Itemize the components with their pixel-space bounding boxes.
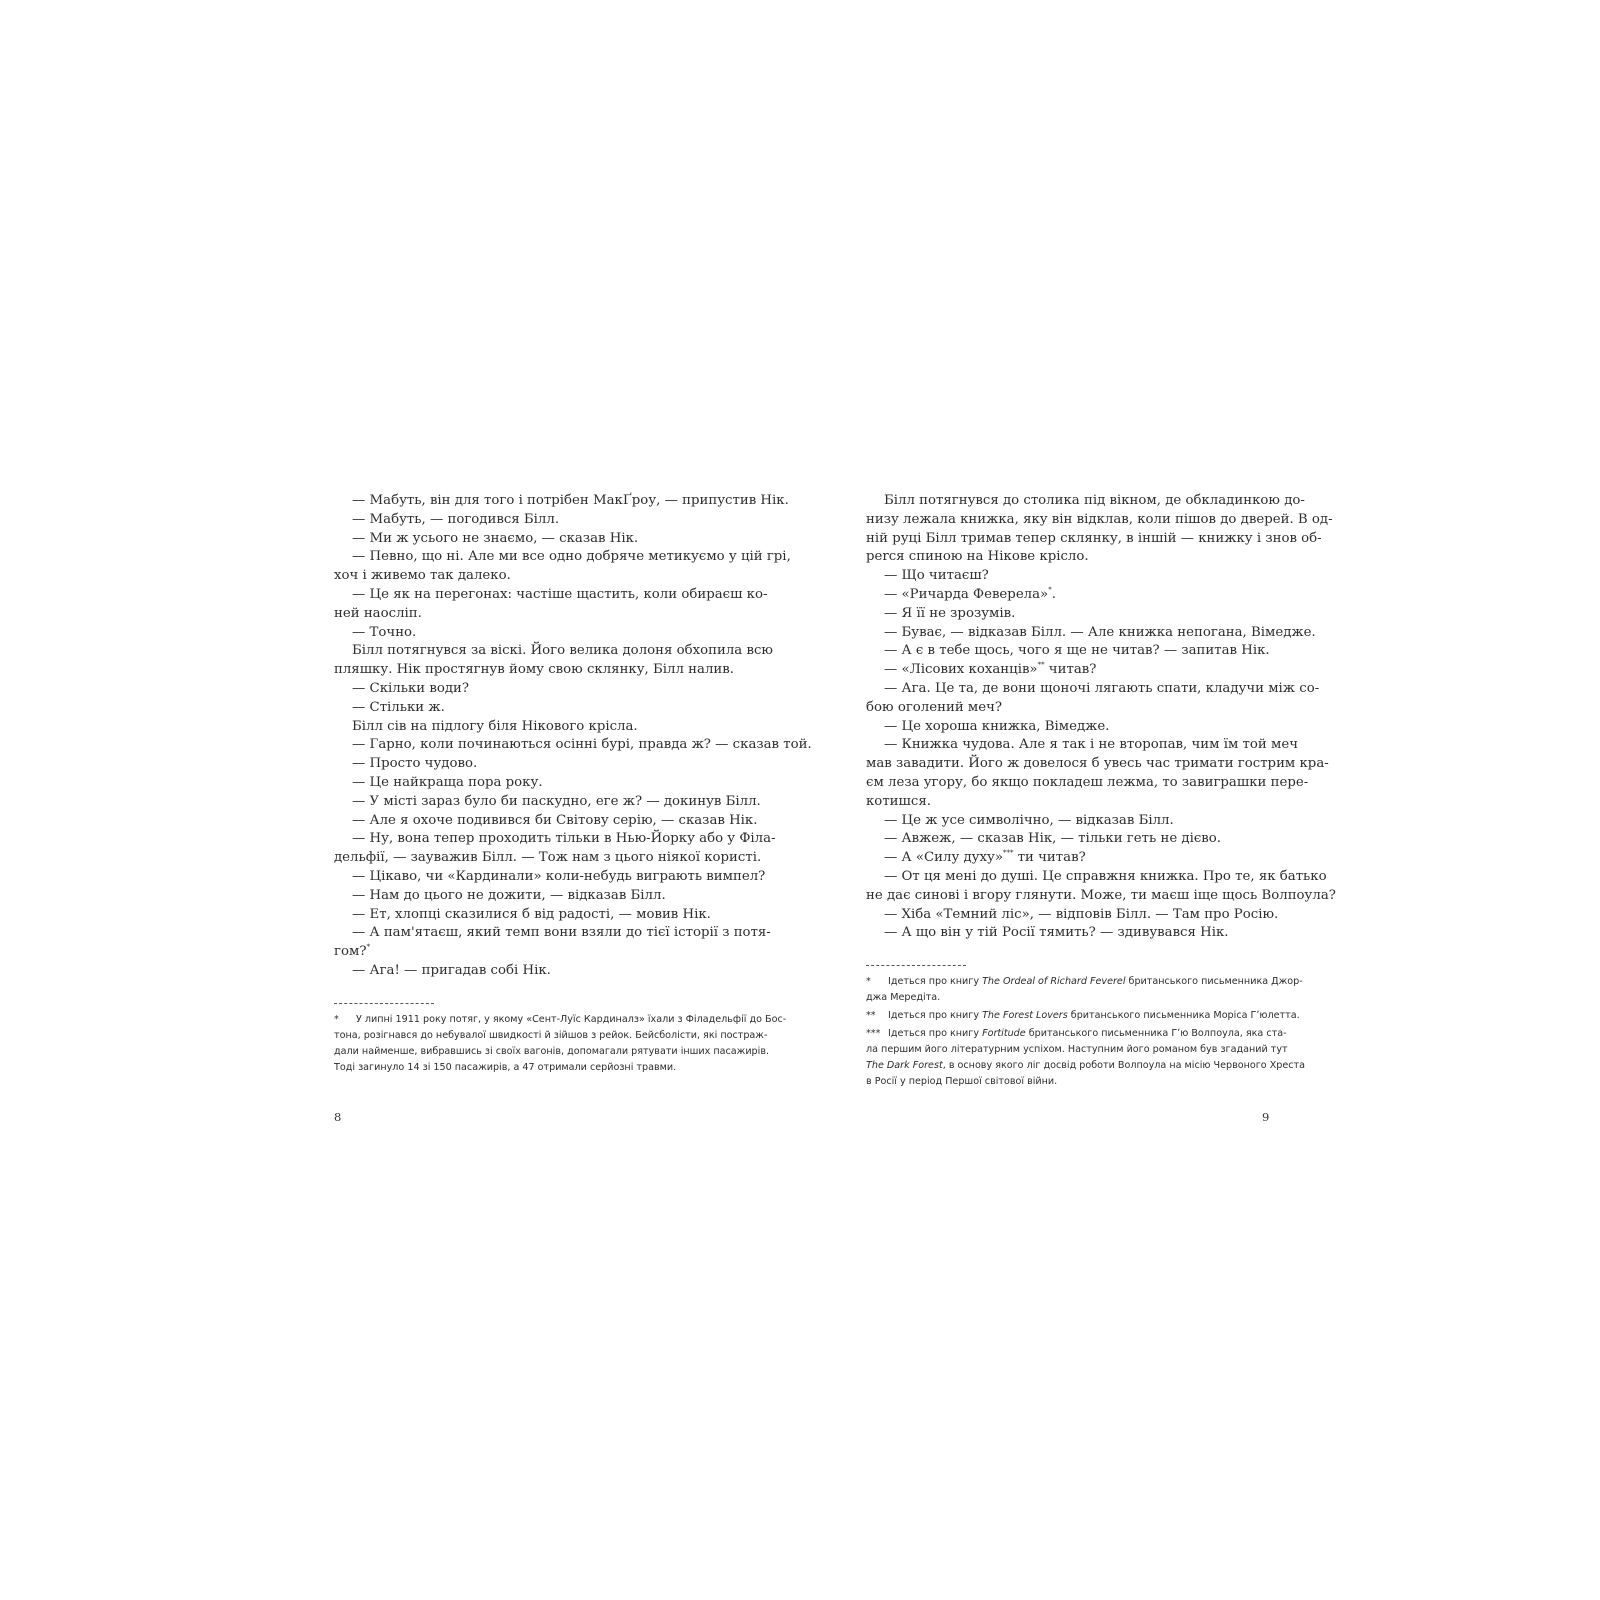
text-line: — Гарно, коли починаються осінні бурі, правда ж? — сказав той. (352, 737, 812, 753)
text-line: — У місті зараз було би паскудно, еге ж? — докинув Білл. (352, 793, 761, 809)
text-line: — От ця мені до душі. Це справжня книжка. Про те, як батько (884, 868, 1327, 884)
text-line: пляшку. Нік простягнув йому свою склянку, Білл налив. (334, 662, 734, 678)
footnote-marker: * (366, 943, 370, 952)
text-line: — Просто чудово. (352, 756, 478, 772)
text-line: — Це найкраща пора року. (352, 774, 543, 790)
text-line: — Ага. Це та, де вони щоночі лягають спати, кладучи між со- (884, 680, 1320, 696)
footnote: *** Ідеться про книгу Fortitude британського письменника Гʼю Волпоула, яка ста- ла першим його літературним успіхом. Наступним його романом був згаданий тут The Dark Forest, в основу якого ліг досвід роботи Волпоула на місію Червоного Хреста в Росії у період Першої світової війни. (866, 1028, 1306, 1088)
footnote: ** Ідеться про книгу The Forest Lovers британського письменника Моріса Гʼюлетта. (866, 1008, 1270, 1024)
text-line: — Ага! — пригадав собі Нік. (352, 962, 551, 978)
text-line: — А пам'ятаєш, який темп вони взяли до тієї історії з потя- (352, 925, 771, 941)
footnote-marker: ** (1037, 661, 1045, 670)
text-line: — «Лісових коханців»** читав? (884, 661, 1097, 678)
right-page-body (866, 492, 1336, 943)
text-line: Білл сів на підлогу біля Нікового крісла. (352, 718, 638, 734)
text-line: perся спиною на Ніковe крісло. (866, 549, 1089, 565)
left-footnotes (334, 1012, 787, 1076)
text-line: — Це хороша книжка, Вімедже. (884, 718, 1110, 734)
text-line: — Це ж усе символічно, — відказав Білл. (884, 812, 1174, 828)
text-line: — Хіба «Темний ліс», — відповів Білл. — Там про Росію. (884, 906, 1279, 922)
footnote: * У липні 1911 року потяг, у якому «Сент-Луїс Кардиналз» їхали з Філадельфії до Бос- тона, розігнався до небувалої швидкості й зійшов з рейок. Бейсболісти, які постраж- дали найменше, вибравшись зі своїх вагонів, допомагали рятувати інших пасажирів. Тоді загинуло 14 зі 150 пасажирів, а 47 отримали серйозні травми. (334, 1013, 787, 1073)
footnote-marker: * (1048, 585, 1052, 594)
text-line: — Книжка чудова. Але я так і не второпав, чим їм той меч (884, 737, 1298, 753)
left-page (334, 492, 812, 1078)
text-line: — Певно, що ні. Але ми все одно добряче метикуємо у цій грі, (352, 549, 791, 565)
right-footnotes (866, 974, 1306, 1090)
text-line: — Скільки води? (352, 680, 470, 696)
footnote-mark: * (866, 976, 871, 988)
text-line: — Буває, — відказав Білл. — Але книжка непогана, Вімедже. (884, 624, 1316, 640)
left-page-body (334, 492, 812, 981)
text-line: — А «Силу духу»*** ти читав? (884, 849, 1086, 866)
text-line: ней наосліп. (334, 605, 422, 621)
text-line: єм леза угору, бо якщо покладеш лежма, то завиграшки пере- (866, 774, 1309, 790)
text-line: хоч і живемо так далеко. (334, 568, 511, 584)
text-line: — А є в тебе щось, чого я ще не читав? — запитав Нік. (884, 643, 1270, 659)
page-number-right: 9 (1262, 1110, 1270, 1124)
footnote-mark: * (334, 1013, 339, 1025)
text-line: — Що читаєш? (884, 568, 989, 584)
text-line: — Ми ж усього не знаємо, — сказав Нік. (352, 530, 639, 546)
text-line: — Авжеж, — сказав Нік, — тільки геть не дієво. (884, 831, 1222, 847)
footnote-mark: ** (866, 1010, 876, 1022)
text-line: ній руці Білл тримав тепер склянку, в іншій — книжку і знов об- (866, 530, 1322, 546)
text-line: гом?* (334, 943, 370, 960)
page-number-left: 8 (334, 1110, 342, 1124)
footnote-marker: *** (1002, 849, 1014, 858)
text-line: Білл потягнувся за віскі. Його велика долоня обхопила всю (352, 643, 773, 659)
right-page (866, 492, 1336, 1092)
text-line: — Ну, вона тепер проходить тільки в Нью-Йорку або у Філа- (352, 831, 776, 847)
text-line: — Точно. (352, 624, 417, 640)
footnote: * Ідеться про книгу The Ordeal of Richard Feverel британського письменника Джор- джа Мередіта. (866, 976, 1303, 1004)
text-line: — Ет, хлопці сказилися б від радості, — мовив Нік. (352, 906, 711, 922)
text-line: — Мабуть, — погодився Білл. (352, 511, 560, 527)
footnote-separator (334, 1003, 434, 1004)
text-line: низу лежала книжка, яку він відклав, коли пішов до дверей. В од- (866, 511, 1333, 527)
text-line: — Це як на перегонах: частіше щастить, коли обираєш ко- (352, 586, 768, 602)
text-line: — Я її не зрозумів. (884, 605, 1016, 621)
text-line: бою оголений меч? (866, 699, 1003, 715)
text-line: мав завадити. Його ж довелося б увесь час тримати гострим кра- (866, 756, 1329, 772)
text-line: котишся. (866, 793, 931, 809)
footnote-mark: *** (866, 1028, 881, 1040)
text-line: дельфії, — зауважив Білл. — Тож нам з цього ніякої користі. (334, 850, 762, 866)
text-line: — Мабуть, він для того і потрібен МакҐроу, — припустив Нік. (352, 493, 789, 508)
text-line: не дає синові і вгору глянути. Може, ти маєш іще щось Волпоула? (866, 887, 1336, 903)
text-line: — Але я охоче подивився би Світову серію, — сказав Нік. (352, 812, 758, 828)
text-line: — А що він у тій Росії тямить? — здивувався Нік. (884, 925, 1229, 941)
text-line: Білл потягнувся до столика під вікном, де обкладинкою до- (884, 493, 1305, 508)
text-line: — Стільки ж. (352, 699, 445, 715)
text-line: — «Ричарда Феверела»*. (884, 585, 1056, 602)
text-line: — Цікаво, чи «Кардинали» коли-небудь виграють вимпел? (352, 868, 766, 884)
text-line: — Нам до цього не дожити, — відказав Білл. (352, 887, 666, 903)
footnote-separator (866, 965, 966, 966)
